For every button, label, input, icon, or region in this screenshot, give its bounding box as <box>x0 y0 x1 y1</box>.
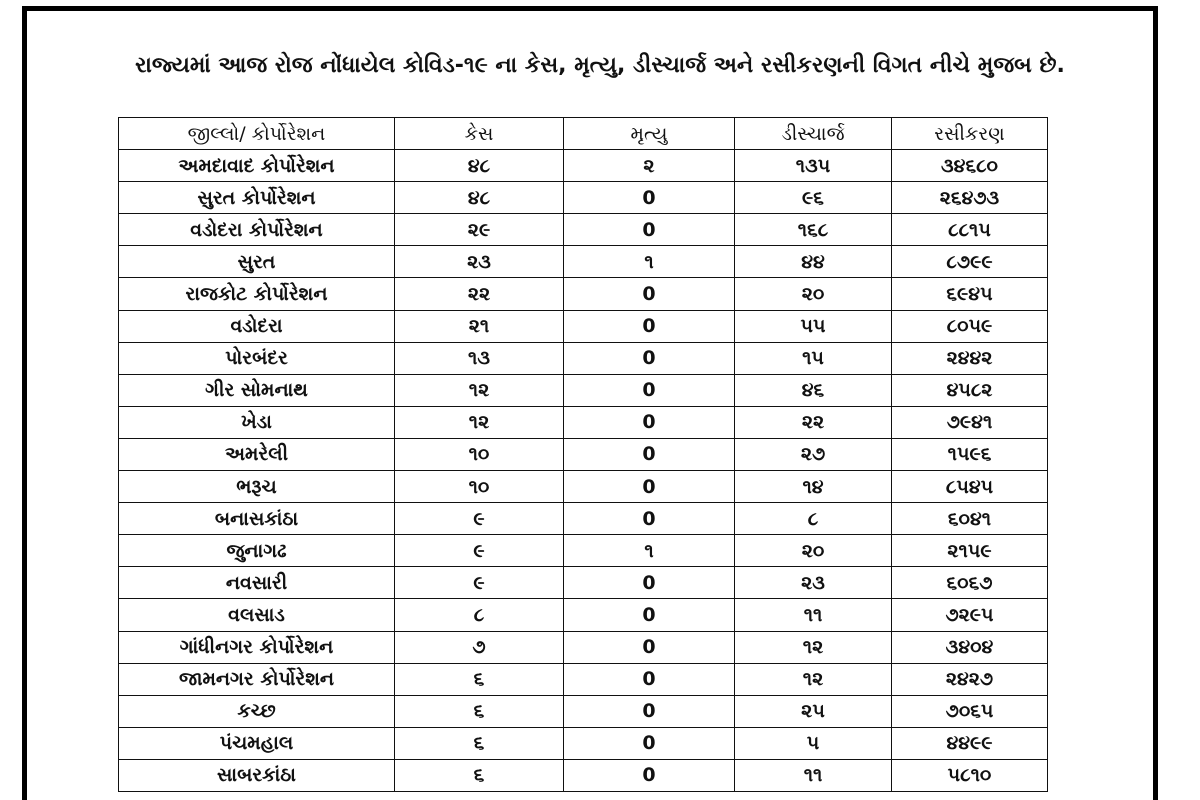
district-cell: વલસાડ <box>119 599 395 631</box>
discharge-cell: ૧૨ <box>735 663 892 695</box>
district-cell: રાજકોટ કોર્પોરેશન <box>119 278 395 310</box>
discharge-cell: ૨૫ <box>735 695 892 727</box>
discharge-cell: ૫ <box>735 727 892 759</box>
vaccination-cell: ૨૧૫૯ <box>892 535 1048 567</box>
cases-cell: ૯ <box>395 535 564 567</box>
vaccination-cell: ૮૮૧૫ <box>892 214 1048 246</box>
cases-cell: ૧૨ <box>395 374 564 406</box>
deaths-cell: 0 <box>564 214 735 246</box>
vaccination-cell: ૬૯૪૫ <box>892 278 1048 310</box>
discharge-cell: ૪૪ <box>735 246 892 278</box>
cases-cell: ૧૩ <box>395 342 564 374</box>
deaths-cell: 0 <box>564 374 735 406</box>
discharge-cell: ૨૦ <box>735 535 892 567</box>
district-cell: જામનગર કોર્પોરેશન <box>119 663 395 695</box>
deaths-cell: 0 <box>564 406 735 438</box>
cases-cell: ૧૨ <box>395 406 564 438</box>
table-row <box>119 631 1048 663</box>
table-row <box>119 406 1048 438</box>
header-discharge: ડીસ્ચાર્જ <box>735 118 892 150</box>
vaccination-cell: ૬૦૪૧ <box>892 503 1048 535</box>
cases-cell: ૨૯ <box>395 214 564 246</box>
table-row <box>119 503 1048 535</box>
district-cell: વડોદરા <box>119 310 395 342</box>
table-row <box>119 535 1048 567</box>
vaccination-cell: ૭૨૯૫ <box>892 599 1048 631</box>
discharge-cell: ૮ <box>735 503 892 535</box>
district-cell: પોરબંદર <box>119 342 395 374</box>
table-row <box>119 599 1048 631</box>
vaccination-cell: ૪૫૮૨ <box>892 374 1048 406</box>
cases-cell: ૬ <box>395 727 564 759</box>
header-vaccination: રસીકરણ <box>892 118 1048 150</box>
discharge-cell: ૨૭ <box>735 438 892 470</box>
table-row <box>119 567 1048 599</box>
table-row <box>119 342 1048 374</box>
deaths-cell: 0 <box>564 727 735 759</box>
district-cell: ભરૂચ <box>119 471 395 503</box>
table-row <box>119 471 1048 503</box>
header-district: જીલ્લો/ કોર્પોરેશન <box>119 118 395 150</box>
vaccination-cell: ૮૫૪૫ <box>892 471 1048 503</box>
table-row <box>119 150 1048 182</box>
page-title: રાજ્યમાં આજ રોજ નોંધાયેલ કોવિડ-૧૯ ના કેસ, મૃત્યુ, ડીસ્ચાર્જ અને રસીકરણની વિગત નીચે મુજબ છે. <box>135 53 1065 78</box>
table-row <box>119 663 1048 695</box>
table-row <box>119 695 1048 727</box>
deaths-cell: ૧ <box>564 535 735 567</box>
discharge-cell: ૫૫ <box>735 310 892 342</box>
deaths-cell: 0 <box>564 182 735 214</box>
district-cell: અમદાવાદ કોર્પોરેશન <box>119 150 395 182</box>
vaccination-cell: ૨૬૪૭૩ <box>892 182 1048 214</box>
vaccination-cell: ૭૦૬૫ <box>892 695 1048 727</box>
district-cell: ગીર સોમનાથ <box>119 374 395 406</box>
cases-cell: ૯ <box>395 567 564 599</box>
table-row <box>119 310 1048 342</box>
deaths-cell: 0 <box>564 342 735 374</box>
table-row <box>119 278 1048 310</box>
table-row <box>119 246 1048 278</box>
vaccination-cell: ૮૦૫૯ <box>892 310 1048 342</box>
vaccination-cell: ૪૪૯૯ <box>892 727 1048 759</box>
district-cell: અમરેલી <box>119 438 395 470</box>
cases-cell: ૬ <box>395 663 564 695</box>
deaths-cell: 0 <box>564 631 735 663</box>
deaths-cell: ૧ <box>564 246 735 278</box>
covid-data-table <box>118 117 1048 792</box>
discharge-cell: ૧૬૮ <box>735 214 892 246</box>
cases-cell: ૨૩ <box>395 246 564 278</box>
cases-cell: ૪૮ <box>395 182 564 214</box>
discharge-cell: ૧૪ <box>735 471 892 503</box>
header-deaths: મૃત્યુ <box>564 118 735 150</box>
deaths-cell: 0 <box>564 503 735 535</box>
discharge-cell: ૧૧ <box>735 759 892 791</box>
cases-cell: ૧૦ <box>395 471 564 503</box>
cases-cell: ૭ <box>395 631 564 663</box>
cases-cell: ૧૦ <box>395 438 564 470</box>
district-cell: નવસારી <box>119 567 395 599</box>
vaccination-cell: ૨૪૪૨ <box>892 342 1048 374</box>
vaccination-cell: ૬૦૬૭ <box>892 567 1048 599</box>
discharge-cell: ૧૫ <box>735 342 892 374</box>
discharge-cell: ૨૨ <box>735 406 892 438</box>
district-cell: ગાંધીનગર કોર્પોરેશન <box>119 631 395 663</box>
table-row <box>119 438 1048 470</box>
table-row <box>119 374 1048 406</box>
cases-cell: ૯ <box>395 503 564 535</box>
district-cell: કચ્છ <box>119 695 395 727</box>
vaccination-cell: ૩૪૬૮૦ <box>892 150 1048 182</box>
deaths-cell: 0 <box>564 278 735 310</box>
discharge-cell: ૪૬ <box>735 374 892 406</box>
district-cell: બનાસકાંઠા <box>119 503 395 535</box>
deaths-cell: 0 <box>564 310 735 342</box>
vaccination-cell: ૩૪૦૪ <box>892 631 1048 663</box>
vaccination-cell: ૨૪૨૭ <box>892 663 1048 695</box>
district-cell: સુરત કોર્પોરેશન <box>119 182 395 214</box>
deaths-cell: 0 <box>564 759 735 791</box>
header-cases: કેસ <box>395 118 564 150</box>
district-cell: ખેડા <box>119 406 395 438</box>
vaccination-cell: ૧૫૯૬ <box>892 438 1048 470</box>
table-row <box>119 182 1048 214</box>
deaths-cell: 0 <box>564 695 735 727</box>
discharge-cell: ૯૬ <box>735 182 892 214</box>
table-header-row <box>119 118 1048 150</box>
district-cell: પંચમહાલ <box>119 727 395 759</box>
deaths-cell: 0 <box>564 599 735 631</box>
discharge-cell: ૧૧ <box>735 599 892 631</box>
vaccination-cell: ૭૯૪૧ <box>892 406 1048 438</box>
table-row <box>119 727 1048 759</box>
discharge-cell: ૨૩ <box>735 567 892 599</box>
deaths-cell: 0 <box>564 567 735 599</box>
district-cell: સુરત <box>119 246 395 278</box>
vaccination-cell: ૫૮૧૦ <box>892 759 1048 791</box>
district-cell: સાબરકાંઠા <box>119 759 395 791</box>
cases-cell: ૪૮ <box>395 150 564 182</box>
cases-cell: ૨૧ <box>395 310 564 342</box>
discharge-cell: ૧૩૫ <box>735 150 892 182</box>
table-body <box>119 150 1048 792</box>
deaths-cell: 0 <box>564 471 735 503</box>
district-cell: વડોદરા કોર્પોરેશન <box>119 214 395 246</box>
deaths-cell: 0 <box>564 663 735 695</box>
discharge-cell: ૨૦ <box>735 278 892 310</box>
cases-cell: ૮ <box>395 599 564 631</box>
cases-cell: ૨૨ <box>395 278 564 310</box>
cases-cell: ૬ <box>395 695 564 727</box>
cases-cell: ૬ <box>395 759 564 791</box>
vaccination-cell: ૮૭૯૯ <box>892 246 1048 278</box>
table-row <box>119 214 1048 246</box>
deaths-cell: ૨ <box>564 150 735 182</box>
discharge-cell: ૧૨ <box>735 631 892 663</box>
deaths-cell: 0 <box>564 438 735 470</box>
district-cell: જુનાગઢ <box>119 535 395 567</box>
table-row <box>119 759 1048 791</box>
